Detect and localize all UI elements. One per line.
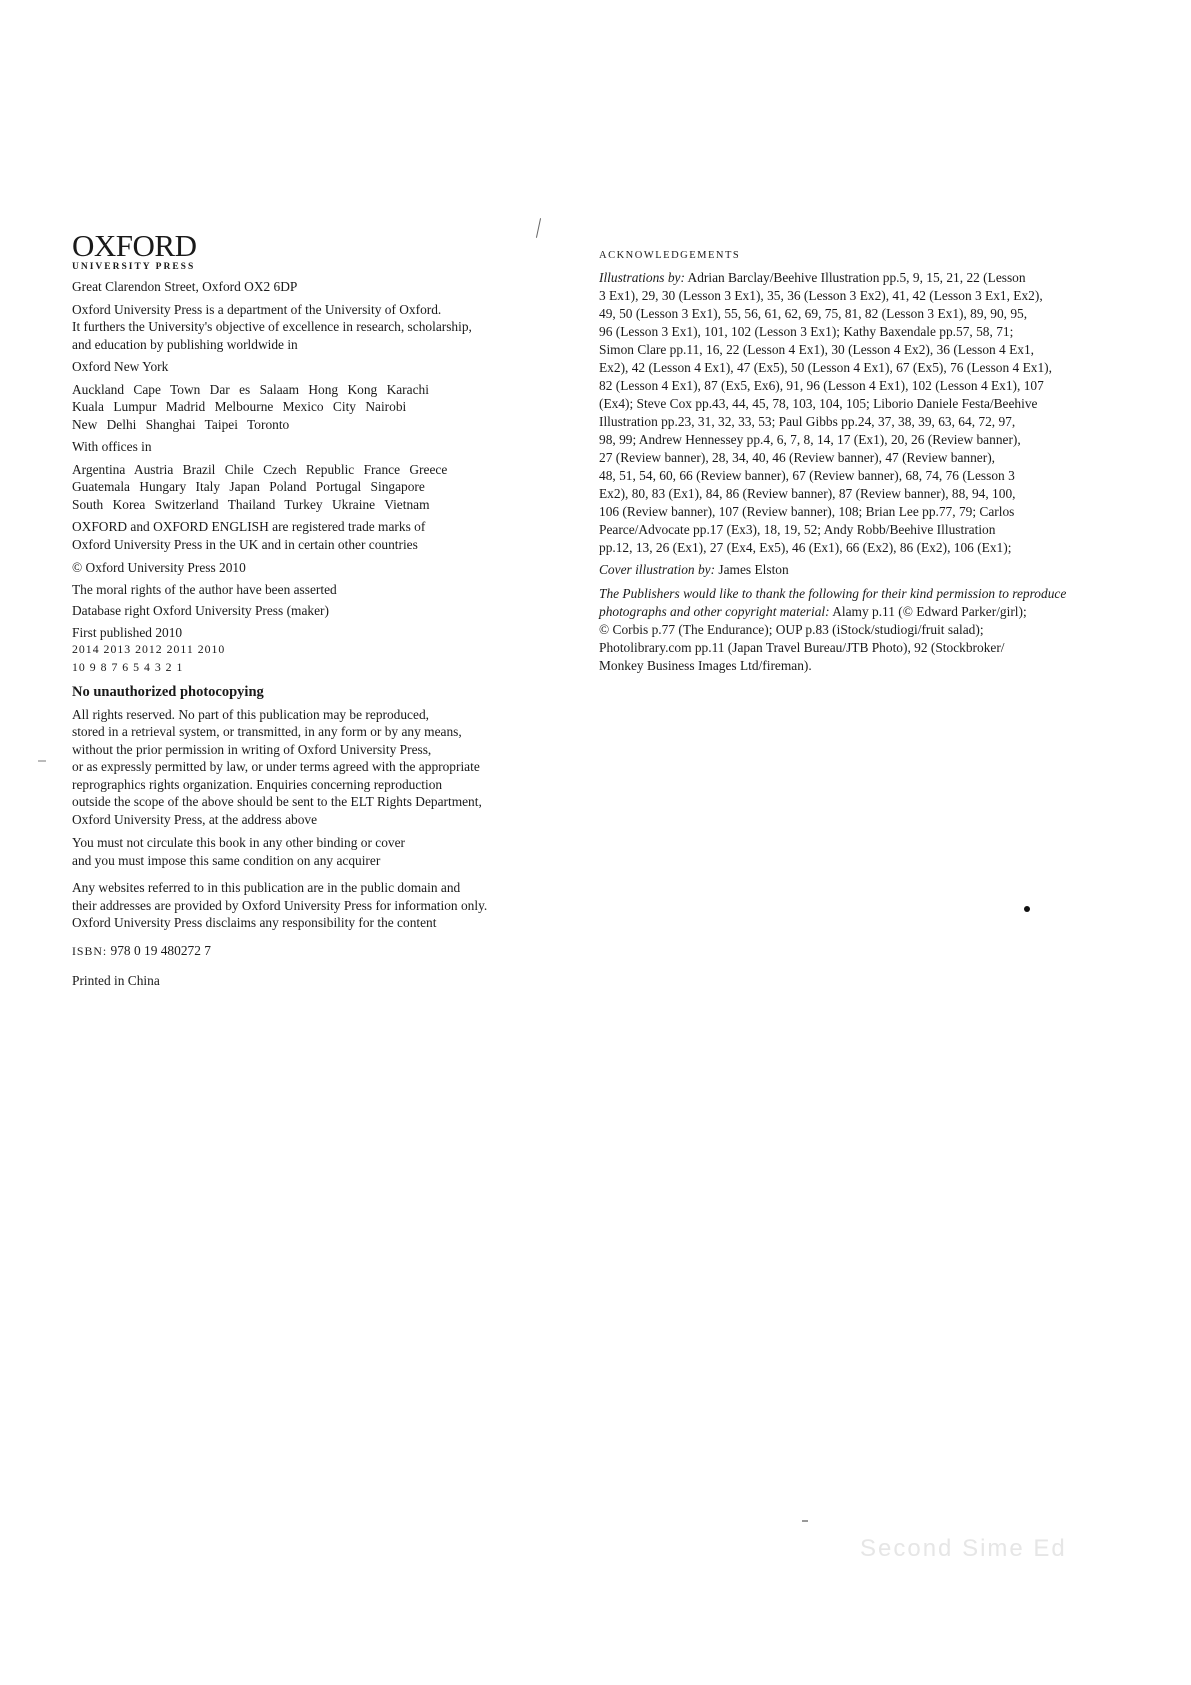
copyright-notice: © Oxford University Press 2010 [72,560,246,575]
cover-artist: James Elston [715,562,789,577]
oxford-logo-subtitle: UNIVERSITY PRESS [72,262,196,272]
illustrations-credits: Illustrations by: Adrian Barclay/Beehive Illustration pp.5, 9, 15, 21, 22 (Lesson 3 Ex1), 29, 30 (Lesson 3 Ex1), 35, 36 (Lesson 3 Ex2), 41, 42 (Lesson 3 Ex1, Ex2), 49, 50 (Lesson 3 Ex1), 55, 56, 61, 62, 69, 75, 81, 82 (Lesson 3 Ex1), 89, 90, 95, 96 (Lesson 3 Ex1), 101, 102 (Lesson 3 Ex1); Kathy Baxendale pp.57, 58, 71; Simon Clare pp.11, 16, 22 (Lesson 4 Ex1), 30 (Lesson 4 Ex2), 36 (Lesson 4 Ex1, Ex2), 42 (Lesson 4 Ex1), 47 (Ex5), 50 (Lesson 4 Ex1), 67 (Ex5), 76 (Lesson 4 Ex1), 82 (Lesson 4 Ex1), 87 (Ex5, Ex6), 91, 96 (Lesson 4 Ex1), 102 (Lesson 4 Ex1), 107 (Ex4); Steve Cox pp.43, 44, 45, 78, 103, 104, 105; Liborio Daniele Festa/Beehive Illustration pp.23, 31, 32, 33, 53; Paul Gibbs pp.24, 37, 38, 39, 63, 64, 72, 97, 98, 99; Andrew Hennessey pp.4, 6, 7, 8, 14, 17 (Ex1), 20, 26 (Review banner), 27 (Review banner), 28, 34, 40, 46 (Review banner), 47 (Review banner), 48, 51, 54, 60, 66 (Review banner), 67 (Review banner), 68, 74, 76 (Lesson 3 Ex2), 80, 83 (Ex1), 84, 86 (Review banner), 87 (Review banner), 88, 94, 100, 106 (Review banner), 107 (Review banner), 108; Brian Lee pp.77, 79; Carlos Pearce/Advocate pp.17 (Ex3), 18, 19, 52; Andy Robb/Beehive Illustration pp.12, 13, 26 (Ex1), 27 (Ex4, Ex5), 46 (Ex1), 66 (Ex2), 86 (Ex2), 106 (Ex1); [599,270,1052,555]
scan-speck-left [38,760,46,762]
imprint-column [72,228,572,990]
print-years: 2014 2013 2012 2011 2010 [72,642,226,656]
trademark-notice: OXFORD and OXFORD ENGLISH are registered trade marks of Oxford University Press in the UK and in certain other countries [72,519,426,552]
acknowledgements-title: ACKNOWLEDGEMENTS [599,250,741,261]
moral-rights: The moral rights of the author have been asserted [72,581,337,597]
publisher-address: Great Clarendon Street, Oxford OX2 6DP [72,279,298,294]
cover-credit [599,561,1099,579]
offices-label: With offices in [72,439,152,454]
isbn-value: 978 0 19 480272 7 [110,942,211,958]
main-cities: Oxford New York [72,359,169,374]
scan-dot-right [1024,906,1030,912]
first-published: First published 2010 [72,624,183,640]
offices-list: Argentina Austria Brazil Chile Czech Republic France Greece Guatemala Hungary Italy Japan Poland Portugal Singapore South Korea Switzerland Thailand Turkey Ukraine Vietnam [72,461,448,512]
city-list: Auckland Cape Town Dar es Salaam Hong Kong Karachi Kuala Lumpur Madrid Melbourne Mexico City Nairobi New Delhi Shanghai Taipei Toronto [72,381,429,432]
acknowledgements-column [599,247,1099,675]
cover-label: Cover illustration by: [599,562,716,577]
circulation-notice: You must not circulate this book in any other binding or cover and you must impose this same condition on any acquirer [72,835,405,868]
oxford-logo: OXFORD [72,228,197,263]
no-photocopying-heading: No unauthorized photocopying [72,684,264,700]
isbn [72,942,572,961]
rights-statement: All rights reserved. No part of this publication may be reproduced, stored in a retrieval system, or transmitted, in any form or by any means, without the prior permission in writing of Oxford University Press, or as expressly permitted by law, or under terms agreed with the appropriate reprographics rights organization. Enquiries concerning reproduction outside the scope of the above should be sent to the ELT Rights Department, Oxford University Press, at the address above [72,706,482,827]
bleed-through-text: Second Sime Ed [860,1535,1067,1562]
photo-credits: The Publishers would like to thank the following for their kind permission to reproduce photographs and other copyright material: Alamy p.11 (© Edward Parker/girl); © Corbis p.77 (The Endurance); OUP p.83 (iStock/studiogi/fruit salad); Photolibrary.com pp.11 (Japan Travel Bureau/JTB Photo), 92 (Stockbroker/ Monkey Business Images Ltd/fireman). [599,586,1067,673]
database-right: Database right Oxford University Press (maker) [72,603,329,618]
printed-in: Printed in China [72,973,160,988]
scan-speck-bottom [802,1520,808,1522]
websites-disclaimer: Any websites referred to in this publication are in the public domain and their addresses are provided by Oxford University Press for information only. Oxford University Press disclaims any responsibility for the content [72,880,488,930]
department-statement: Oxford University Press is a department of the University of Oxford. It furthers the University's objective of excellence in research, scholarship, and education by publishing worldwide in [72,301,472,352]
illustrations-label: Illustrations by: [599,270,685,285]
printing-numbers: 10 9 8 7 6 5 4 3 2 1 [72,659,184,674]
isbn-label: ISBN: [72,943,108,958]
